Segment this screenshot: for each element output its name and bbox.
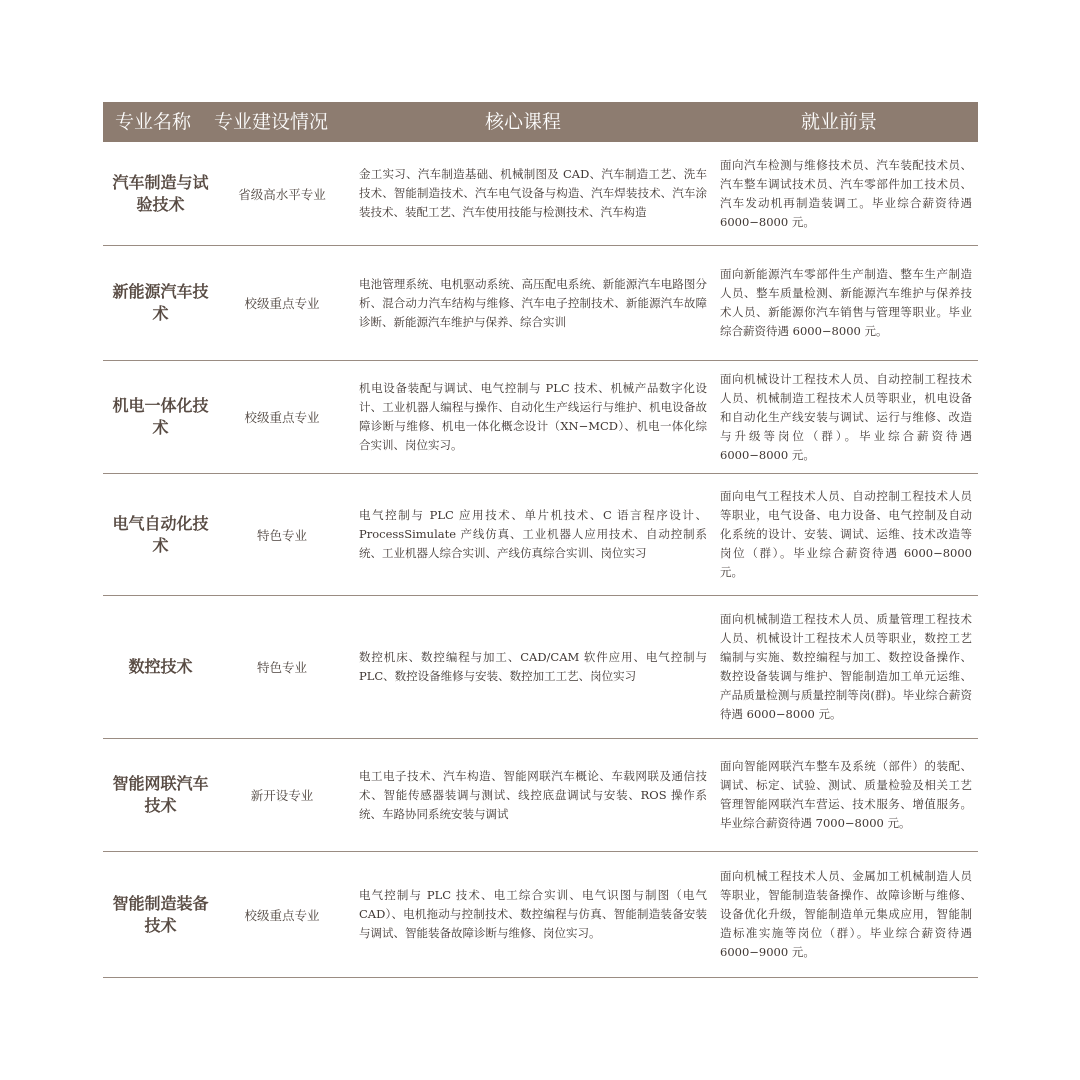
major-status: 特色专业 [256, 660, 307, 675]
major-name: 智能制造装备技术 [112, 893, 209, 935]
major-career: 面向机械制造工程技术人员、质量管理工程技术人员、机械设计工程技术人员等职业，数控工艺编制与实施、数控编程与加工、数控设备操作、数控设备装调与维护、智能制造加工单元运维、产品质量检测与质量控制等岗(群)。毕业综合薪资待遇 6000−8000 元。 [720, 612, 972, 721]
major-courses: 机电设备装配与调试、电气控制与 PLC 技术、机械产品数字化设计、工业机器人编程与操作、自动化生产线运行与维护、机电设备故障诊断与维修、机电一体化概念设计（XN−MCD）、机电一体化综合实训、岗位实习。 [359, 381, 707, 452]
table-row [103, 852, 978, 978]
major-career: 面向电气工程技术人员、自动控制工程技术人员等职业，电气设备、电力设备、电气控制及自动化系统的设计、安装、调试、运维、技术改造等岗位（群）。毕业综合薪资待遇 6000−8000 元。 [720, 489, 972, 579]
header-core-courses: 核心课程 [485, 111, 562, 133]
major-courses: 电工电子技术、汽车构造、智能网联汽车概论、车载网联及通信技术、智能传感器装调与测试、线控底盘调试与安装、ROS 操作系统、车路协同系统安装与调试 [359, 768, 707, 821]
major-courses: 电气控制与 PLC 应用技术、单片机技术、C 语言程序设计、ProcessSimulate 产线仿真、工业机器人应用技术、自动控制系统、工业机器人综合实训、产线仿真综合实训、岗位实习 [359, 508, 707, 560]
major-career: 面向机械工程技术人员、金属加工机械制造人员等职业，智能制造装备操作、故障诊断与维修、设备优化升级，智能制造单元集成应用，智能制造标准实施等岗位（群）。毕业综合薪资待遇 6000−9000 元。 [720, 869, 972, 959]
major-name: 汽车制造与试验技术 [112, 172, 209, 214]
major-courses: 电气控制与 PLC 技术、电工综合实训、电气识图与制图（电气 CAD）、电机拖动与控制技术、数控编程与仿真、智能制造装备安装与调试、智能装备故障诊断与维修、岗位实习。 [359, 888, 707, 940]
header-major-name: 专业名称 [115, 111, 192, 133]
major-status: 校级重点专业 [244, 410, 320, 425]
major-career: 面向新能源汽车零部件生产制造、整车生产制造人员、整车质量检测、新能源汽车维护与保养技术人员、新能源你汽车销售与管理等职业。毕业综合薪资待遇 6000−8000 元。 [720, 267, 972, 338]
major-name: 电气自动化技术 [112, 513, 209, 555]
header-construction-status: 专业建设情况 [214, 111, 329, 133]
major-courses: 金工实习、汽车制造基础、机械制图及 CAD、汽车制造工艺、洗车技术、智能制造技术、汽车电气设备与构造、汽车焊装技术、汽车涂装技术、装配工艺、汽车使用技能与检测技术、汽车构造 [359, 167, 707, 219]
table-row [103, 361, 978, 474]
majors-table [103, 102, 978, 978]
table-row [103, 142, 978, 246]
table-header [103, 102, 978, 142]
major-status: 校级重点专业 [244, 907, 320, 923]
major-courses: 数控机床、数控编程与加工、CAD/CAM 软件应用、电气控制与 PLC、数控设备维修与安装、数控加工工艺、岗位实习 [359, 650, 707, 683]
header-career-prospects: 就业前景 [801, 111, 878, 133]
major-name: 机电一体化技术 [112, 396, 209, 437]
major-courses: 电池管理系统、电机驱动系统、高压配电系统、新能源汽车电路图分析、混合动力汽车结构与维修、汽车电子控制技术、新能源汽车故障诊断、新能源汽车维护与保养、综合实训 [359, 276, 707, 329]
major-career: 面向机械设计工程技术人员、自动控制工程技术人员、机械制造工程技术人员等职业，机电设备和自动化生产线安装与调试、运行与维修、改造与升级等岗位（群）。毕业综合薪资待遇 6000−8000 元。 [720, 371, 972, 462]
major-status: 省级高水平专业 [238, 186, 326, 202]
major-name: 智能网联汽车技术 [112, 774, 209, 815]
major-name: 数控技术 [128, 657, 193, 676]
major-career: 面向汽车检测与维修技术员、汽车装配技术员、汽车整车调试技术员、汽车零部件加工技术员、汽车发动机再制造装调工。毕业综合薪资待遇 6000−8000 元。 [720, 157, 972, 229]
table-row [103, 596, 978, 739]
major-status: 特色专业 [256, 527, 307, 543]
major-career: 面向智能网联汽车整车及系统（部件）的装配、调试、标定、试验、测试、质量检验及相关工艺管理智能网联汽车营运、技术服务、增值服务。毕业综合薪资待遇 7000−8000 元。 [720, 759, 972, 830]
major-status: 新开设专业 [250, 788, 314, 803]
table-row [103, 246, 978, 361]
table-row [103, 474, 978, 596]
major-name: 新能源汽车技术 [112, 282, 209, 323]
table-row [103, 739, 978, 852]
major-status: 校级重点专业 [244, 296, 320, 311]
